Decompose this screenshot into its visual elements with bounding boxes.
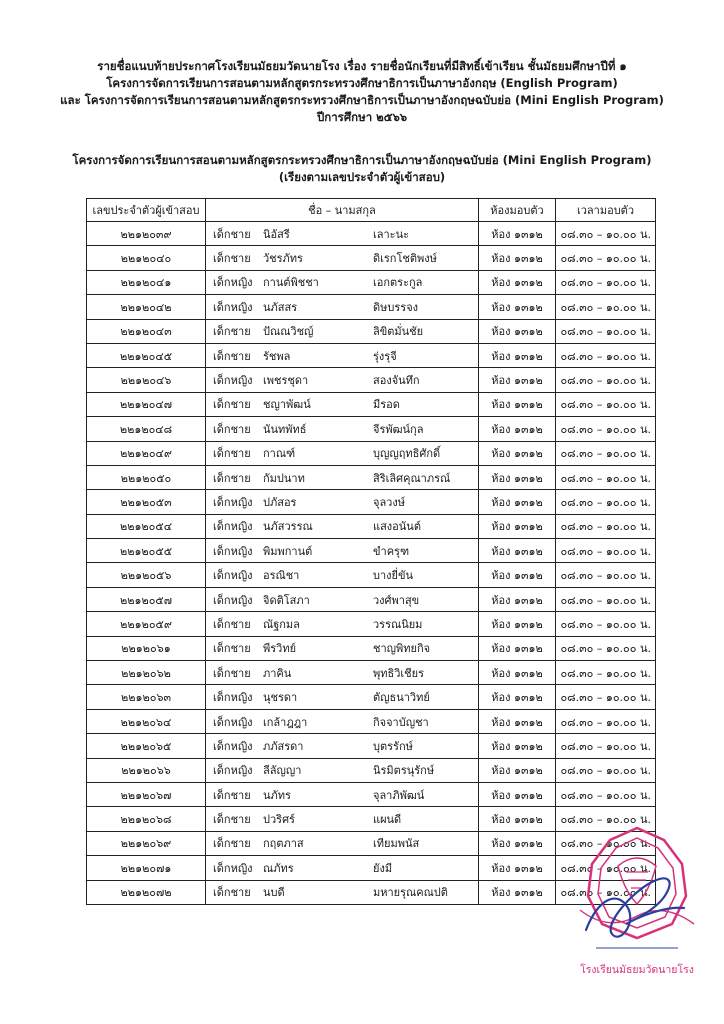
first-name: กัมปนาท [263,471,305,485]
last-name: ยังมี [373,861,393,875]
exam-id-cell: ๒๒๑๒๐๔๑ [87,270,206,294]
name-prefix: เด็กหญิง [213,764,253,778]
exam-id-cell: ๒๒๑๒๐๗๑ [87,856,206,880]
table-row [87,587,656,611]
first-name: ชญาพัฒน์ [263,398,311,412]
exam-id-cell: ๒๒๑๒๐๔๘ [87,417,206,441]
header-line-2: โครงการจัดการเรียนการสอนตามหลักสูตรกระทรวงศึกษาธิการเป็นภาษาอังกฤษ (English Program) [106,76,618,90]
table-row [87,295,656,319]
last-name: วงศ์พาสุข [373,593,420,607]
time-cell: ๐๘.๓๐ – ๑๐.๐๐ น. [556,734,656,758]
name-prefix: เด็กหญิง [213,374,253,388]
last-name: จีรพัฒน์กุล [373,422,424,436]
last-name: ดิเรกโชติพงษ์ [373,252,437,266]
name-prefix: เด็กหญิง [213,569,253,583]
room-cell: ห้อง ๑๓๑๒ [479,709,556,733]
subtitle-line-2: (เรียงตามเลขประจำตัวผู้เข้าสอบ) [278,170,446,184]
room-cell: ห้อง ๑๓๑๒ [479,490,556,514]
last-name: สองจันทึก [373,374,420,388]
column-header-name: ชื่อ – นามสกุล [206,199,479,222]
student-name-cell [206,392,479,416]
first-name: นันทพัทธ์ [263,422,307,436]
time-cell: ๐๘.๓๐ – ๑๐.๐๐ น. [556,612,656,636]
room-cell: ห้อง ๑๓๑๒ [479,612,556,636]
header-line-4: ปีการศึกษา ๒๕๖๖ [316,110,408,124]
time-cell: ๐๘.๓๐ – ๑๐.๐๐ น. [556,417,656,441]
last-name: ขำครุฑ [373,544,410,558]
name-prefix: เด็กชาย [213,252,251,266]
name-prefix: เด็กชาย [213,813,251,827]
first-name: พีรวิทย์ [263,642,297,656]
table-row [87,490,656,514]
room-cell: ห้อง ๑๓๑๒ [479,343,556,367]
last-name: นิรมิตรนุรักษ์ [373,764,435,778]
time-cell: ๐๘.๓๐ – ๑๐.๐๐ น. [556,319,656,343]
table-row [87,539,656,563]
student-name-cell [206,661,479,685]
name-prefix: เด็กชาย [213,642,251,656]
student-name-cell [206,563,479,587]
exam-id-cell: ๒๒๑๒๐๕๖ [87,563,206,587]
student-name-cell [206,490,479,514]
room-cell: ห้อง ๑๓๑๒ [479,222,556,246]
name-prefix: เด็กหญิง [213,544,253,558]
room-cell: ห้อง ๑๓๑๒ [479,417,556,441]
room-cell: ห้อง ๑๓๑๒ [479,661,556,685]
time-cell: ๐๘.๓๐ – ๑๐.๐๐ น. [556,831,656,855]
room-cell: ห้อง ๑๓๑๒ [479,734,556,758]
subtitle-line-1: โครงการจัดการเรียนการสอนตามหลักสูตรกระทรวงศึกษาธิการเป็นภาษาอังกฤษฉบับย่อ (Mini English Program) [72,153,652,167]
last-name: รุ่งรุจี [373,349,397,363]
time-cell: ๐๘.๓๐ – ๑๐.๐๐ น. [556,490,656,514]
table-row [87,807,656,831]
table-row [87,685,656,709]
exam-id-cell: ๒๒๑๒๐๖๙ [87,831,206,855]
time-cell: ๐๘.๓๐ – ๑๐.๐๐ น. [556,343,656,367]
name-prefix: เด็กหญิง [213,593,253,607]
time-cell: ๐๘.๓๐ – ๑๐.๐๐ น. [556,246,656,270]
table-row [87,661,656,685]
name-prefix: เด็กชาย [213,447,251,461]
room-cell: ห้อง ๑๓๑๒ [479,636,556,660]
student-name-cell [206,246,479,270]
last-name: เทียมพนัส [373,837,420,851]
name-prefix: เด็กหญิง [213,861,253,875]
first-name: นภัสวรรณ [263,520,313,534]
name-prefix: เด็กชาย [213,349,251,363]
name-prefix: เด็กชาย [213,837,251,851]
exam-id-cell: ๒๒๑๒๐๔๒ [87,295,206,319]
name-prefix: เด็กหญิง [213,715,253,729]
student-name-cell [206,417,479,441]
time-cell: ๐๘.๓๐ – ๑๐.๐๐ น. [556,441,656,465]
table-header-row [87,199,656,222]
time-cell: ๐๘.๓๐ – ๑๐.๐๐ น. [556,709,656,733]
table-row [87,368,656,392]
exam-id-cell: ๒๒๑๒๐๖๓ [87,685,206,709]
room-cell: ห้อง ๑๓๑๒ [479,441,556,465]
first-name: เกล้าฎฎา [263,715,308,729]
student-name-cell [206,539,479,563]
first-name: ณภัทร [263,861,294,875]
room-cell: ห้อง ๑๓๑๒ [479,368,556,392]
room-cell: ห้อง ๑๓๑๒ [479,831,556,855]
first-name: รัชพล [263,349,291,363]
student-name-cell [206,343,479,367]
time-cell: ๐๘.๓๐ – ๑๐.๐๐ น. [556,636,656,660]
exam-id-cell: ๒๒๑๒๐๖๑ [87,636,206,660]
last-name: มีรอด [373,398,400,412]
first-name: นิอัสรี [263,227,290,241]
room-cell: ห้อง ๑๓๑๒ [479,246,556,270]
name-prefix: เด็กหญิง [213,495,253,509]
column-header-room: ห้องมอบตัว [479,199,556,222]
student-name-cell [206,758,479,782]
student-name-cell [206,734,479,758]
student-name-cell [206,514,479,538]
table-row [87,270,656,294]
first-name: ปัณณวิชญ์ [263,325,314,339]
student-name-cell [206,685,479,709]
name-prefix: เด็กชาย [213,227,251,241]
room-cell: ห้อง ๑๓๑๒ [479,465,556,489]
student-name-cell [206,807,479,831]
document-header [0,58,724,126]
time-cell: ๐๘.๓๐ – ๑๐.๐๐ น. [556,222,656,246]
first-name: กาณฑ์ [263,447,296,461]
table-row [87,417,656,441]
exam-id-cell: ๒๒๑๒๐๗๒ [87,880,206,904]
exam-id-cell: ๒๒๑๒๐๔๐ [87,246,206,270]
time-cell: ๐๘.๓๐ – ๑๐.๐๐ น. [556,392,656,416]
student-name-cell [206,880,479,904]
table-row [87,465,656,489]
table-row [87,709,656,733]
time-cell: ๐๘.๓๐ – ๑๐.๐๐ น. [556,856,656,880]
student-name-cell [206,709,479,733]
student-name-cell [206,636,479,660]
table-row [87,319,656,343]
last-name: สิริเลิศคุณาภรณ์ [373,471,451,485]
table-row [87,831,656,855]
last-name: มหายรุณคณปติ [373,886,448,900]
table-row [87,563,656,587]
exam-id-cell: ๒๒๑๒๐๕๕ [87,539,206,563]
exam-id-cell: ๒๒๑๒๐๕๗ [87,587,206,611]
exam-id-cell: ๒๒๑๒๐๔๗ [87,392,206,416]
student-name-cell [206,612,479,636]
time-cell: ๐๘.๓๐ – ๑๐.๐๐ น. [556,587,656,611]
last-name: ชาญพิทยกิจ [373,642,431,656]
seal-text: โรงเรียนมัธยมวัดนายโรง [580,964,694,976]
exam-id-cell: ๒๒๑๒๐๕๐ [87,465,206,489]
table-row [87,734,656,758]
room-cell: ห้อง ๑๓๑๒ [479,880,556,904]
last-name: บุญญฤทธิศักดิ์ [373,447,441,461]
student-name-cell [206,465,479,489]
name-prefix: เด็กชาย [213,325,251,339]
column-header-exam-id: เลขประจำตัวผู้เข้าสอบ [87,199,206,222]
last-name: จุลาภิพัฒน์ [373,788,425,802]
last-name: ดิษบรรจง [373,300,419,314]
time-cell: ๐๘.๓๐ – ๑๐.๐๐ น. [556,295,656,319]
first-name: ภภัสรดา [263,739,304,753]
room-cell: ห้อง ๑๓๑๒ [479,514,556,538]
name-prefix: เด็กหญิง [213,520,253,534]
last-name: กิจจาบัญชา [373,715,429,729]
last-name: แผนดี [373,813,402,827]
first-name: ปวริศร์ [263,813,295,827]
name-prefix: เด็กหญิง [213,300,253,314]
room-cell: ห้อง ๑๓๑๒ [479,856,556,880]
time-cell: ๐๘.๓๐ – ๑๐.๐๐ น. [556,368,656,392]
last-name: วรรณนิยม [373,617,423,631]
exam-id-cell: ๒๒๑๒๐๔๕ [87,343,206,367]
time-cell: ๐๘.๓๐ – ๑๐.๐๐ น. [556,539,656,563]
name-prefix: เด็กหญิง [213,739,253,753]
name-prefix: เด็กชาย [213,617,251,631]
time-cell: ๐๘.๓๐ – ๑๐.๐๐ น. [556,661,656,685]
last-name: จุลวงษ์ [373,495,405,509]
room-cell: ห้อง ๑๓๑๒ [479,319,556,343]
first-name: กานต์พิชชา [263,276,319,290]
room-cell: ห้อง ๑๓๑๒ [479,587,556,611]
table-row [87,246,656,270]
school-seal-and-signature [578,820,696,980]
table-row [87,758,656,782]
exam-id-cell: ๒๒๑๒๐๔๓ [87,319,206,343]
last-name: บุตรรักษ์ [373,739,413,753]
table-row [87,222,656,246]
time-cell: ๐๘.๓๐ – ๑๐.๐๐ น. [556,270,656,294]
student-name-cell [206,368,479,392]
exam-id-cell: ๒๒๑๒๐๖๖ [87,758,206,782]
time-cell: ๐๘.๓๐ – ๑๐.๐๐ น. [556,563,656,587]
first-name: จิดติโสภา [263,593,310,607]
header-line-1: รายชื่อแนบท้ายประกาศโรงเรียนมัธยมวัดนายโรง เรื่อง รายชื่อนักเรียนที่มีสิทธิ์เข้าเรียน ชั้นมัธยมศึกษาปีที่ ๑ [97,59,627,73]
first-name: ณัฐกมล [263,617,300,631]
name-prefix: เด็กชาย [213,788,251,802]
room-cell: ห้อง ๑๓๑๒ [479,563,556,587]
student-table [86,198,656,905]
student-name-cell [206,441,479,465]
first-name: นบดี [263,886,285,900]
first-name: กฤตภาส [263,837,304,851]
student-name-cell [206,222,479,246]
first-name: ลีลัญญา [263,764,302,778]
student-name-cell [206,295,479,319]
table-row [87,343,656,367]
name-prefix: เด็กชาย [213,666,251,680]
exam-id-cell: ๒๒๑๒๐๖๒ [87,661,206,685]
exam-id-cell: ๒๒๑๒๐๕๓ [87,490,206,514]
table-body [87,222,656,905]
room-cell: ห้อง ๑๓๑๒ [479,807,556,831]
last-name: พุทธิวิเชียร [373,666,424,680]
last-name: ลิขิตมั่นชัย [373,325,424,339]
exam-id-cell: ๒๒๑๒๐๓๙ [87,222,206,246]
time-cell: ๐๘.๓๐ – ๑๐.๐๐ น. [556,807,656,831]
exam-id-cell: ๒๒๑๒๐๖๔ [87,709,206,733]
first-name: อรณิชา [263,569,300,583]
first-name: นภัสสร [263,300,298,314]
header-line-3: และ โครงการจัดการเรียนการสอนตามหลักสูตรกระทรวงศึกษาธิการเป็นภาษาอังกฤษฉบับย่อ (Mini English Program) [60,93,664,107]
first-name: ปภัสอร [263,495,297,509]
last-name: บางยี่ขัน [373,569,414,583]
table-subtitle [0,152,724,186]
name-prefix: เด็กชาย [213,422,251,436]
student-name-cell [206,587,479,611]
last-name: แสงอนันต์ [373,520,421,534]
room-cell: ห้อง ๑๓๑๒ [479,758,556,782]
last-name: เลาะนะ [373,227,410,241]
first-name: วัชรภัทร [263,252,303,266]
name-prefix: เด็กชาย [213,886,251,900]
first-name: นุชรดา [263,691,298,705]
first-name: ภาคิน [263,666,292,680]
column-header-time: เวลามอบตัว [556,199,656,222]
room-cell: ห้อง ๑๓๑๒ [479,782,556,806]
student-name-cell [206,270,479,294]
exam-id-cell: ๒๒๑๒๐๔๖ [87,368,206,392]
name-prefix: เด็กหญิง [213,276,253,290]
time-cell: ๐๘.๓๐ – ๑๐.๐๐ น. [556,758,656,782]
name-prefix: เด็กหญิง [213,691,253,705]
student-name-cell [206,831,479,855]
room-cell: ห้อง ๑๓๑๒ [479,270,556,294]
last-name: ตัญธนาวิทย์ [373,691,430,705]
name-prefix: เด็กชาย [213,471,251,485]
table-row [87,636,656,660]
room-cell: ห้อง ๑๓๑๒ [479,685,556,709]
exam-id-cell: ๒๒๑๒๐๖๕ [87,734,206,758]
last-name: เอกตระกูล [373,276,423,290]
table-row [87,612,656,636]
time-cell: ๐๘.๓๐ – ๑๐.๐๐ น. [556,465,656,489]
first-name: เพชรชุดา [263,374,309,388]
student-name-cell [206,319,479,343]
student-name-cell [206,856,479,880]
room-cell: ห้อง ๑๓๑๒ [479,392,556,416]
time-cell: ๐๘.๓๐ – ๑๐.๐๐ น. [556,782,656,806]
first-name: นภัทร [263,788,291,802]
first-name: พิมพกานต์ [263,544,313,558]
exam-id-cell: ๒๒๑๒๐๔๙ [87,441,206,465]
exam-id-cell: ๒๒๑๒๐๕๙ [87,612,206,636]
table-row [87,514,656,538]
name-prefix: เด็กชาย [213,398,251,412]
time-cell: ๐๘.๓๐ – ๑๐.๐๐ น. [556,880,656,904]
table-row [87,441,656,465]
table-row [87,392,656,416]
time-cell: ๐๘.๓๐ – ๑๐.๐๐ น. [556,514,656,538]
time-cell: ๐๘.๓๐ – ๑๐.๐๐ น. [556,685,656,709]
table-row [87,880,656,904]
table-row [87,782,656,806]
exam-id-cell: ๒๒๑๒๐๕๔ [87,514,206,538]
room-cell: ห้อง ๑๓๑๒ [479,539,556,563]
exam-id-cell: ๒๒๑๒๐๖๗ [87,782,206,806]
table-row [87,856,656,880]
room-cell: ห้อง ๑๓๑๒ [479,295,556,319]
student-name-cell [206,782,479,806]
exam-id-cell: ๒๒๑๒๐๖๘ [87,807,206,831]
